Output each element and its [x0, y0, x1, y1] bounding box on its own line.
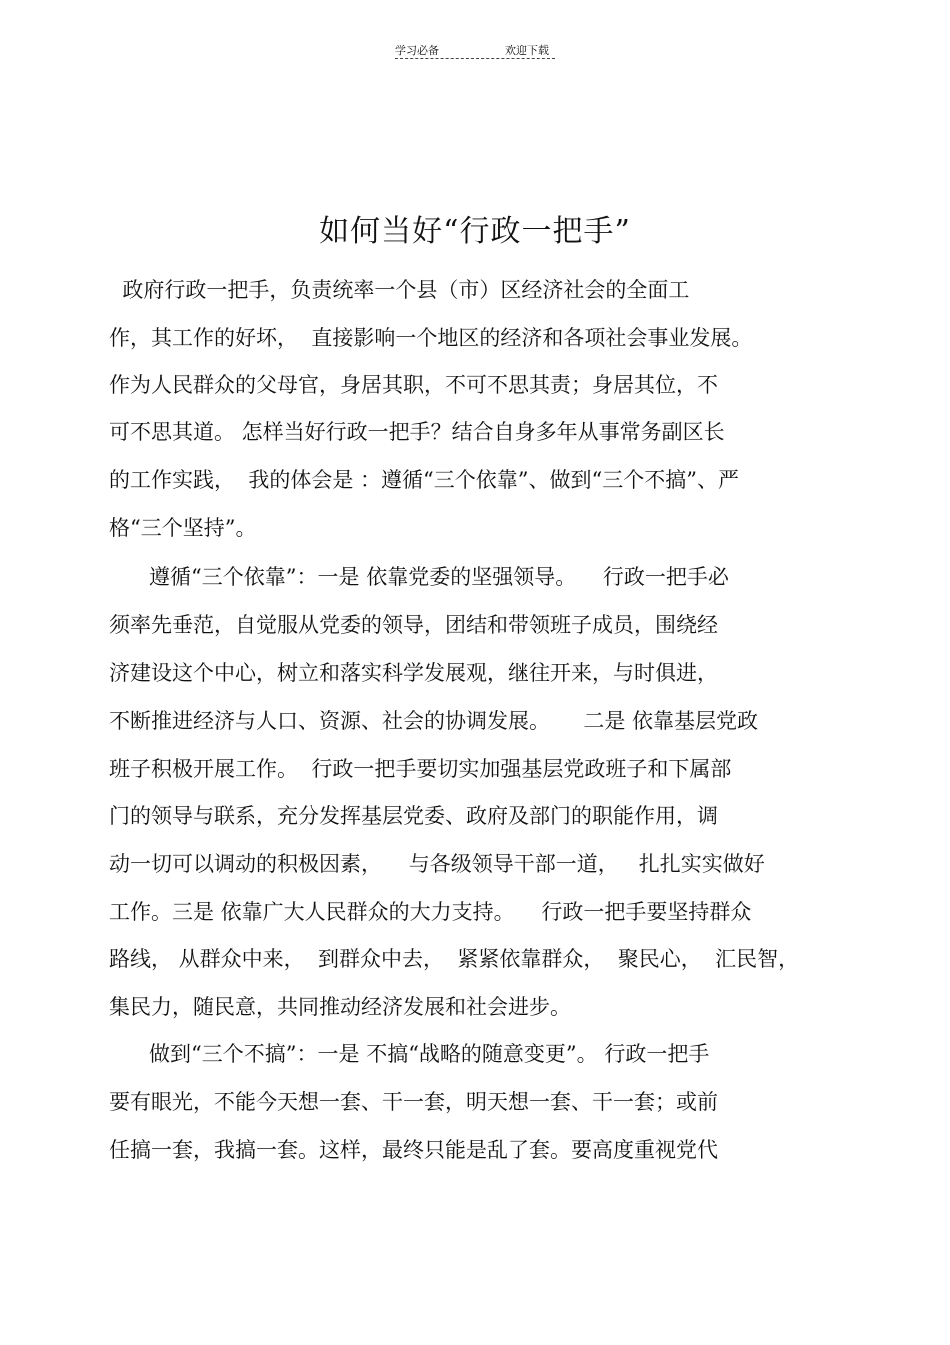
text-line: 不断推进经济与人口、资源、社会的协调发展。 二是 依靠基层党政	[109, 709, 759, 733]
document-title: 如何当好“行政一把手”	[319, 214, 631, 249]
text-line: 门的领导与联系，充分发挥基层党委、政府及部门的职能作用，调	[109, 804, 718, 828]
page-header	[395, 40, 555, 59]
text-line: 要有眼光，不能今天想一套、干一套，明天想一套、干一套；或前	[109, 1090, 718, 1114]
text-line: 济建设这个中心，树立和落实科学发展观，继往开来，与时俱进，	[109, 661, 718, 685]
text-line: 路线， 从群众中来， 到群众中去， 紧紧依靠群众， 聚民心， 汇民智，	[109, 947, 800, 971]
text-line: 动一切可以调动的积极因素， 与各级领导干部一道， 扎扎实实做好	[109, 852, 765, 876]
text-line: 格“三个坚持”。	[109, 516, 257, 540]
text-line: 工作。三是 依靠广大人民群众的大力支持。 行政一把手要坚持群众	[109, 900, 752, 924]
text-line: 须率先垂范，自觉服从党委的领导，团结和带领班子成员，围绕经	[109, 613, 718, 637]
text-line: 班子积极开展工作。 行政一把手要切实加强基层党政班子和下属部	[109, 757, 732, 781]
text-line: 集民力，随民意，共同推动经济发展和社会进步。	[109, 995, 571, 1019]
text-line: 作为人民群众的父母官，身居其职，不可不思其责；身居其位，不	[109, 373, 718, 397]
text-line: 政府行政一把手，负责统率一个县（市）区经济社会的全面工	[109, 278, 690, 302]
header-left-text: 学习必备	[395, 44, 439, 57]
text-line: 做到“三个不搞”：一是 不搞“战略的随意变更”。 行政一把手	[109, 1042, 710, 1066]
text-line: 的工作实践， 我的体会是 ：遵循“三个依靠”、做到“三个不搞”、严	[109, 468, 739, 492]
header-right-text: 欢迎下载	[505, 44, 549, 57]
text-line: 任搞一套，我搞一套。这样，最终只能是乱了套。要高度重视党代	[109, 1138, 718, 1162]
text-line: 遵循“三个依靠”：一是 依靠党委的坚强领导。 行政一把手必	[109, 565, 729, 589]
text-line: 可不思其道。 怎样当好行政一把手？结合自身多年从事常务副区长	[109, 420, 725, 444]
text-line: 作，其工作的好坏， 直接影响一个地区的经济和各项社会事业发展。	[109, 326, 753, 350]
